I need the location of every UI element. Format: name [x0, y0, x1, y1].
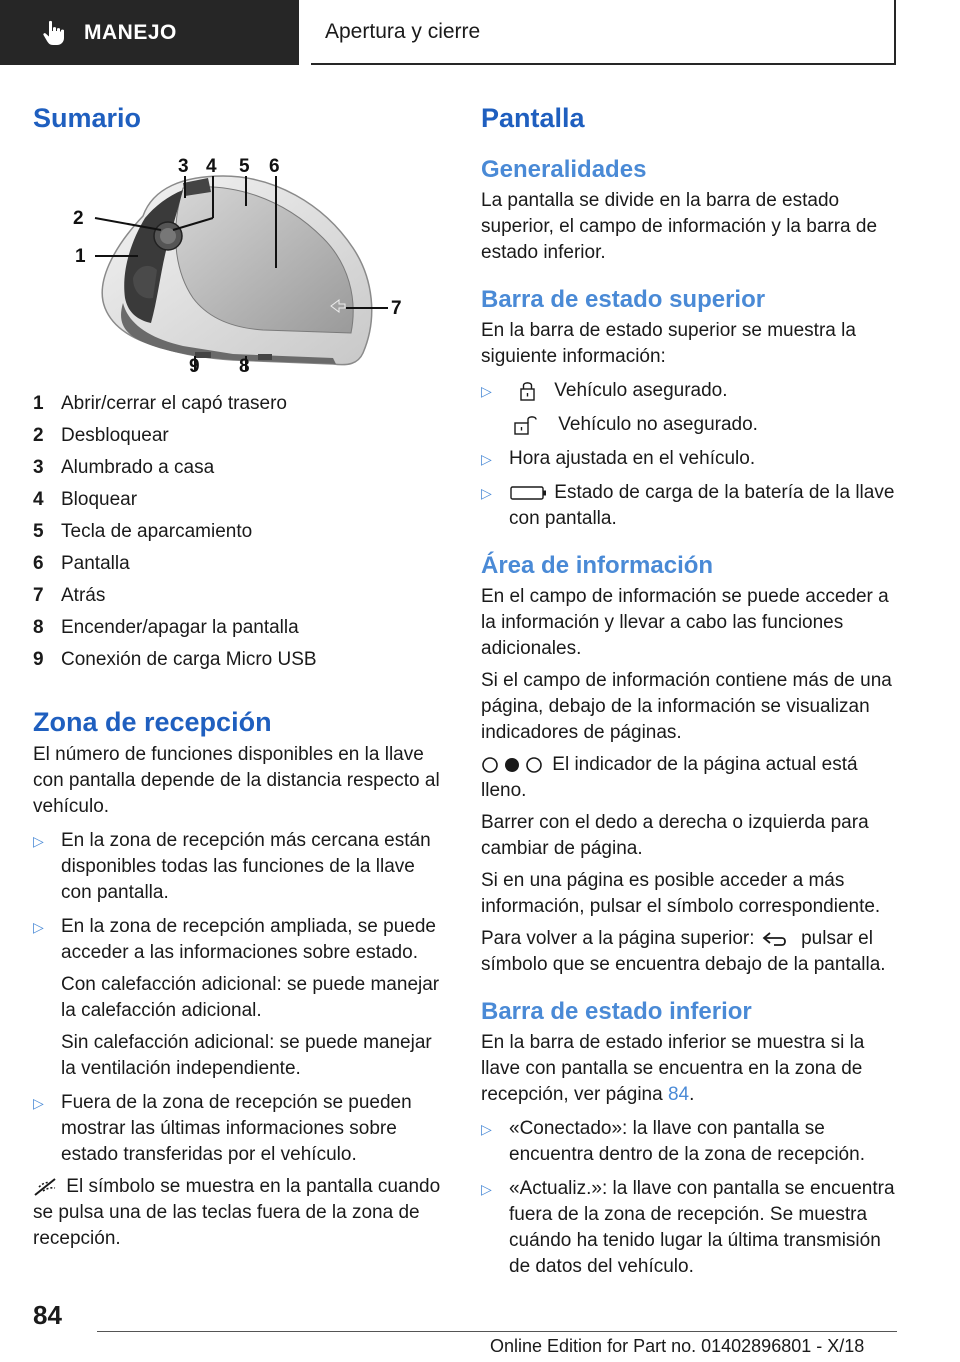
bullet-item: ▷ Hora ajustada en el vehículo.	[481, 446, 901, 472]
bullet-sub-text: Sin calefacción adicional: se puede manejar la ventilación independiente.	[61, 1032, 432, 1079]
legend-item: 7 Atrás	[33, 585, 106, 606]
triangle-bullet-icon: ▷	[481, 485, 492, 501]
callout-8: 8	[239, 356, 250, 377]
pantalla-heading: Pantalla	[481, 103, 585, 133]
info-paragraph: En el campo de información se puede acceder a la información y llevar a cabo las funciones adicionales.	[481, 586, 889, 659]
bullet-item: ▷ Fuera de la zona de recepción se pueden mostrar las últimas informaciones sobre estado transferidas por el vehículo.	[33, 1090, 448, 1168]
left-column	[33, 100, 448, 1252]
legend-item: 8 Encender/apagar la pantalla	[33, 617, 299, 638]
callout-1: 1	[75, 246, 86, 267]
key-fob-figure	[33, 158, 448, 378]
triangle-bullet-icon: ▷	[33, 919, 44, 935]
callout-5: 5	[239, 156, 250, 177]
zona-heading: Zona de recepción	[33, 707, 272, 737]
generalidades-text: La pantalla se divide en la barra de estado superior, el campo de información y la barra de estado inferior.	[481, 190, 878, 263]
generalidades-heading: Generalidades	[481, 156, 647, 183]
area-informacion-heading: Área de información	[481, 552, 714, 579]
barra-inferior-intro: En la barra de estado inferior se muestra si la llave con pantalla se encuentra en la zona de recepción, ver página 84.	[481, 1032, 865, 1105]
back-arrow-icon	[760, 929, 796, 949]
callout-9: 9	[189, 356, 200, 377]
bullet-item: ▷ En la zona de recepción ampliada, se puede acceder a las informaciones sobre estado.	[33, 914, 448, 966]
barra-superior-heading: Barra de estado superior	[481, 286, 766, 313]
battery-icon	[509, 484, 549, 502]
info-paragraph: Barrer con el dedo a derecha o izquierda para cambiar de página.	[481, 812, 869, 859]
callout-6: 6	[269, 156, 280, 177]
lock-open-icon	[509, 414, 553, 436]
legend-item: 5 Tecla de aparcamiento	[33, 521, 253, 542]
barra-superior-intro: En la barra de estado superior se muestra la siguiente información:	[481, 320, 856, 367]
info-paragraph: Para volver a la página superior: pulsar el símbolo que se encuentra debajo de la pantalla.	[481, 928, 886, 975]
legend-item: 9 Conexión de carga Micro USB	[33, 649, 317, 670]
page-indicator-dots-icon	[481, 755, 547, 775]
right-column	[481, 100, 901, 1280]
page-number: 84	[33, 1300, 62, 1330]
bullet-sub-text: Vehículo no asegurado.	[481, 412, 901, 438]
sumario-heading: Sumario	[33, 103, 142, 133]
callout-7: 7	[391, 298, 402, 319]
page-reference-link[interactable]: 84	[667, 1084, 690, 1105]
chapter-label: Apertura y cierre	[325, 19, 481, 43]
callout-2: 2	[73, 208, 84, 229]
info-paragraph: Si el campo de información contiene más de una página, debajo de la información se visualizan indicadores de páginas.	[481, 670, 892, 743]
bullet-item: ▷ Vehículo asegurado.	[481, 378, 901, 404]
callout-3: 3	[178, 156, 189, 177]
section-label: MANEJO	[84, 20, 177, 44]
legend-item: 6 Pantalla	[33, 553, 130, 574]
triangle-bullet-icon: ▷	[481, 383, 492, 399]
legend-item: 2 Desbloquear	[33, 425, 169, 446]
bullet-item: ▷ En la zona de recepción más cercana están disponibles todas las funciones de la llave con pantalla.	[33, 828, 448, 906]
triangle-bullet-icon: ▷	[481, 451, 492, 467]
footer-edition: Online Edition for Part no. 01402896801 - X/18	[490, 1336, 865, 1356]
legend-item: 3 Alumbrado a casa	[33, 457, 215, 478]
zona-intro: El número de funciones disponibles en la llave con pantalla depende de la distancia respecto al vehículo.	[33, 744, 440, 817]
header-section-tab	[0, 0, 299, 65]
lock-closed-icon	[509, 380, 549, 402]
key-fob-illustration	[33, 158, 448, 378]
barra-inferior-heading: Barra de estado inferior	[481, 998, 752, 1025]
bullet-sub-text: Con calefacción adicional: se puede manejar la calefacción adicional.	[61, 974, 440, 1021]
info-paragraph: El indicador de la página actual está lleno.	[481, 754, 858, 801]
triangle-bullet-icon: ▷	[481, 1121, 492, 1137]
callout-4: 4	[206, 156, 217, 177]
header-chapter-tab	[311, 0, 896, 65]
footer-rule	[97, 1331, 897, 1332]
out-of-range-icon	[33, 1177, 61, 1197]
bullet-item: ▷ Estado de carga de la batería de la llave con pantalla.	[481, 480, 901, 532]
triangle-bullet-icon: ▷	[33, 1095, 44, 1111]
figure-legend	[33, 388, 448, 676]
bullet-item: ▷ «Conectado»: la llave con pantalla se encuentra dentro de la zona de recepción.	[481, 1116, 901, 1168]
bullet-item: ▷ «Actualiz.»: la llave con pantalla se encuentra fuera de la zona de recepción. Se muestra cuándo ha tenido lugar la última transmisión de datos del vehículo.	[481, 1176, 901, 1280]
note-paragraph: El símbolo se muestra en la pantalla cuando se pulsa una de las teclas fuera de la zona de recepción.	[33, 1176, 441, 1249]
legend-item: 4 Bloquear	[33, 489, 138, 510]
legend-item: 1 Abrir/cerrar el capó trasero	[33, 393, 287, 414]
hand-pointer-icon	[40, 19, 68, 47]
triangle-bullet-icon: ▷	[481, 1181, 492, 1197]
triangle-bullet-icon: ▷	[33, 833, 44, 849]
info-paragraph: Si en una página es posible acceder a más información, pulsar el símbolo correspondiente.	[481, 870, 881, 917]
